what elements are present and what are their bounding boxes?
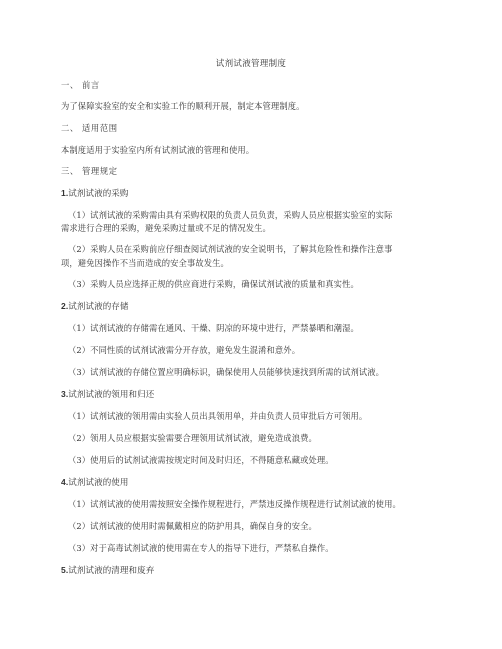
subsection-heading-requisition: [61, 389, 451, 401]
section-heading-regulations: 三、 管理规定: [61, 166, 118, 176]
usage-item-2: （2）试剂试液的使用时需佩戴相应的防护用具，确保自身的安全。: [68, 521, 317, 531]
subsection-title: 试剂试液的存储: [68, 302, 129, 312]
storage-item-1: （1）试剂试液的存储需在通风、干燥、阴凉的环境中进行，严禁暴晒和潮湿。: [68, 323, 359, 333]
scope-paragraph: 本制度适用于实验室内所有试剂试液的管理和使用。: [61, 145, 255, 155]
subsection-title: 试剂试液的采购: [68, 189, 129, 199]
subsection-number: 2.: [61, 301, 69, 311]
subsection-heading-purchase: [61, 188, 451, 200]
preface-paragraph: 为了保障实验室的安全和实验工作的顺利开展，制定本管理制度。: [61, 101, 305, 111]
usage-item-3: （3）对于高毒试剂试液的使用需在专人的指导下进行，严禁私自操作。: [68, 543, 334, 553]
subsection-heading-storage: [61, 301, 451, 313]
subsection-heading-usage: [61, 477, 451, 489]
subsection-title: 试剂试液的使用: [68, 478, 129, 488]
purchase-item-1-cont: 需求进行合理的采购，避免采购过量或不足的情况发生。: [61, 223, 271, 233]
subsection-number: 3.: [61, 389, 69, 399]
subsection-title: 试剂试液的领用和归还: [68, 390, 155, 400]
requisition-item-2: （2）领用人员应根据实验需要合理领用试剂试液，避免造成浪费。: [68, 433, 317, 443]
subsection-number: 5.: [61, 565, 69, 575]
subsection-title: 试剂试液的清理和废弃: [68, 566, 155, 576]
section-heading-scope: 二、 适用范围: [61, 123, 118, 133]
purchase-item-2: （2）采购人员在采购前应仔细查阅试剂试液的安全说明书，了解其危险性和操作注意事: [68, 244, 393, 254]
storage-item-3: （3）试剂试液的存储位置应明确标识，确保使用人员能够快速找到所需的试剂试液。: [68, 367, 385, 377]
requisition-item-1: （1）试剂试液的领用需由实验人员出具领用单，并由负责人员审批后方可领用。: [68, 411, 368, 421]
requisition-item-3: （3）使用后的试剂试液需按规定时间及时归还，不得随意私藏或处理。: [68, 455, 334, 465]
subsection-heading-disposal: [61, 565, 451, 577]
usage-item-1: （1）试剂试液的使用需按照安全操作规程进行，严禁违反操作规程进行试剂试液的使用。: [68, 499, 401, 509]
subsection-number: 1.: [61, 188, 69, 198]
section-heading-preface: 一、 前言: [61, 80, 100, 90]
purchase-item-1: （1）试剂试液的采购需由具有采购权限的负责人员负责，采购人员应根据实验室的实际: [68, 210, 393, 220]
purchase-item-2-cont: 项，避免因操作不当而造成的安全事故发生。: [61, 258, 229, 268]
storage-item-2: （2）不同性质的试剂试液需分开存放，避免发生混淆和意外。: [68, 345, 301, 355]
purchase-item-3: （3）采购人员应选择正规的供应商进行采购，确保试剂试液的质量和真实性。: [68, 279, 359, 289]
document-title: 试剂试液管理制度: [215, 59, 287, 69]
subsection-number: 4.: [61, 477, 69, 487]
